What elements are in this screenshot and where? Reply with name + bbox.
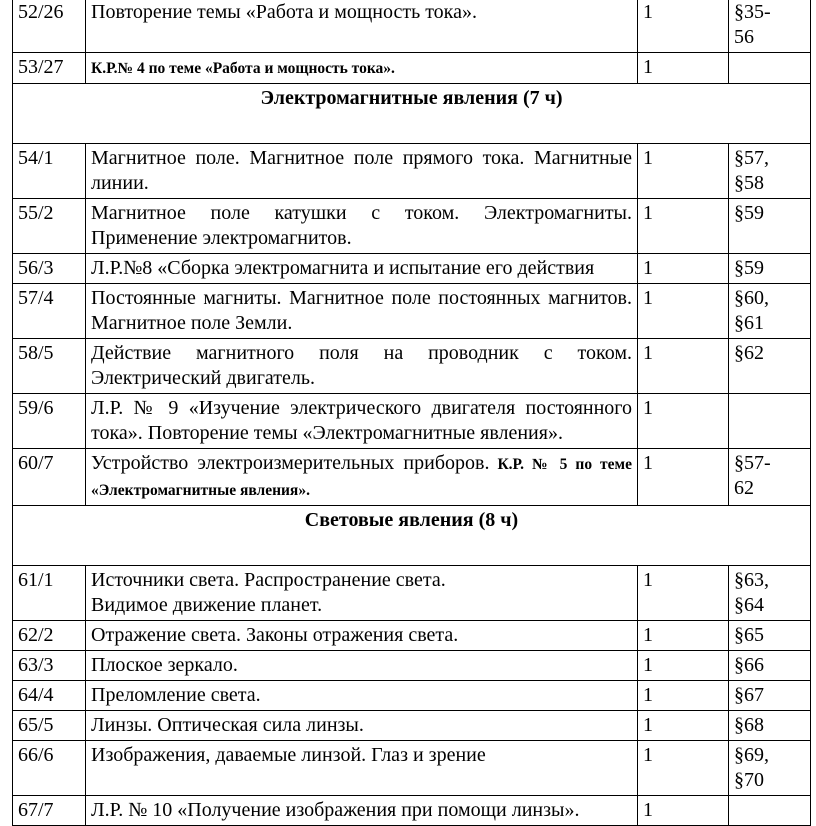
lesson-topic: [86, 0, 638, 53]
lesson-topic-text: Магнитное поле катушки с током. Электромагниты. Применение электромагнитов.: [91, 202, 632, 249]
lesson-number: 55/2: [13, 199, 86, 254]
lesson-topic-text: Плоское зеркало.: [91, 654, 238, 676]
lesson-topic: [86, 566, 638, 621]
lesson-topic: [86, 284, 638, 339]
textbook-paragraphs: [729, 681, 811, 711]
textbook-paragraphs: [729, 566, 811, 621]
paragraph-ref: §69,: [734, 744, 769, 766]
paragraph-ref: §68: [734, 714, 764, 736]
lesson-hours: 1: [638, 651, 729, 681]
lesson-hours: 1: [638, 796, 729, 826]
lesson-topic: [86, 254, 638, 284]
lesson-number: 57/4: [13, 284, 86, 339]
paragraph-ref: §65: [734, 624, 764, 646]
table-row: [13, 339, 811, 394]
lesson-topic: [86, 651, 638, 681]
table-row: [13, 681, 811, 711]
lesson-number: 66/6: [13, 741, 86, 796]
textbook-paragraphs: [729, 651, 811, 681]
paragraph-ref: 56: [734, 26, 754, 48]
lesson-topic-text: Отражение света. Законы отражения света.: [91, 624, 459, 646]
lesson-topic: [86, 711, 638, 741]
paragraph-ref: §35-: [734, 1, 771, 23]
lesson-topic: [86, 741, 638, 796]
table-row: [13, 0, 811, 53]
textbook-paragraphs: [729, 796, 811, 826]
paragraph-ref: §59: [734, 257, 764, 279]
lesson-number: 64/4: [13, 681, 86, 711]
lesson-hours: 1: [638, 711, 729, 741]
lesson-topic: [86, 449, 638, 506]
paragraph-ref: §66: [734, 654, 764, 676]
lesson-number: 52/26: [13, 0, 86, 53]
lesson-topic-text: Л.Р. № 9 «Изучение электрического двигателя постоянного тока». Повторение темы «Электромагнитные явления».: [91, 397, 632, 444]
table-row: [13, 449, 811, 506]
control-work-label: К.Р.№ 4 по теме «Работа и мощность тока».: [91, 60, 395, 77]
lesson-hours: 1: [638, 254, 729, 284]
lesson-topic-text: Повторение темы «Работа и мощность тока».: [91, 1, 477, 23]
lesson-number: 56/3: [13, 254, 86, 284]
lesson-topic-text-line2: Видимое движение планет.: [91, 594, 323, 616]
lesson-hours: 1: [638, 144, 729, 199]
lesson-topic-text: Устройство электроизмерительных приборов.: [91, 452, 490, 474]
lesson-topic: [86, 339, 638, 394]
lesson-topic: [86, 144, 638, 199]
lesson-hours: 1: [638, 621, 729, 651]
table-row: [13, 144, 811, 199]
paragraph-ref: §64: [734, 594, 764, 616]
textbook-paragraphs: [729, 0, 811, 53]
table-row: [13, 651, 811, 681]
control-work-label: К.Р. № 5 по теме «Электромагнитные явления».: [91, 456, 632, 499]
lesson-topic-text: Л.Р. № 10 «Получение изображения при помощи линзы».: [91, 799, 580, 821]
lesson-topic-text: Источники света. Распространение света.: [91, 569, 446, 591]
lesson-hours: 1: [638, 199, 729, 254]
textbook-paragraphs: [729, 741, 811, 796]
table-row: [13, 254, 811, 284]
lesson-hours: 1: [638, 449, 729, 506]
textbook-paragraphs: [729, 254, 811, 284]
textbook-paragraphs: [729, 144, 811, 199]
lesson-hours: 1: [638, 566, 729, 621]
lesson-topic: [86, 681, 638, 711]
lesson-number: 58/5: [13, 339, 86, 394]
lesson-topic-text: Действие магнитного поля на проводник с током. Электрический двигатель.: [91, 342, 632, 389]
lesson-number: 63/3: [13, 651, 86, 681]
paragraph-ref: §67: [734, 684, 764, 706]
paragraph-ref: §63,: [734, 569, 769, 591]
section-title: Световые явления (8 ч): [13, 506, 811, 566]
paragraph-ref: §60,: [734, 287, 769, 309]
table-row: [13, 394, 811, 449]
lesson-topic-text: Преломление света.: [91, 684, 261, 706]
lesson-number: 59/6: [13, 394, 86, 449]
lesson-number: 60/7: [13, 449, 86, 506]
lesson-hours: 1: [638, 681, 729, 711]
paragraph-ref: §57,: [734, 147, 769, 169]
lesson-hours: 1: [638, 0, 729, 53]
lesson-number: 61/1: [13, 566, 86, 621]
lesson-number: 67/7: [13, 796, 86, 826]
section-header-row: [13, 506, 811, 566]
lesson-topic: [86, 394, 638, 449]
textbook-paragraphs: [729, 339, 811, 394]
section-title: Электромагнитные явления (7 ч): [13, 84, 811, 144]
textbook-paragraphs: [729, 621, 811, 651]
textbook-paragraphs: [729, 711, 811, 741]
lesson-topic-text: Изображения, даваемые линзой. Глаз и зрение: [91, 744, 486, 766]
lesson-hours: 1: [638, 741, 729, 796]
lesson-hours: 1: [638, 339, 729, 394]
textbook-paragraphs: [729, 53, 811, 84]
paragraph-ref: §58: [734, 172, 764, 194]
lesson-plan-table: [12, 0, 811, 826]
lesson-topic-text: Л.Р.№8 «Сборка электромагнита и испытание его действия: [91, 257, 595, 279]
lesson-number: 53/27: [13, 53, 86, 84]
table-row: [13, 566, 811, 621]
paragraph-ref: §70: [734, 769, 764, 791]
paragraph-ref: §62: [734, 342, 764, 364]
table-row: [13, 796, 811, 826]
table-row: [13, 711, 811, 741]
textbook-paragraphs: [729, 394, 811, 449]
paragraph-ref: 62: [734, 477, 754, 499]
table-row: [13, 53, 811, 84]
lesson-topic: [86, 621, 638, 651]
lesson-hours: 1: [638, 284, 729, 339]
textbook-paragraphs: [729, 449, 811, 506]
lesson-plan-body: [13, 0, 811, 826]
lesson-hours: 1: [638, 53, 729, 84]
lesson-topic: [86, 53, 638, 84]
lesson-topic-text: Линзы. Оптическая сила линзы.: [91, 714, 364, 736]
paragraph-ref: §61: [734, 312, 764, 334]
table-row: [13, 199, 811, 254]
lesson-hours: 1: [638, 394, 729, 449]
table-row: [13, 284, 811, 339]
textbook-paragraphs: [729, 199, 811, 254]
table-row: [13, 621, 811, 651]
paragraph-ref: §59: [734, 202, 764, 224]
paragraph-ref: §57-: [734, 452, 771, 474]
lesson-topic-text: Магнитное поле. Магнитное поле прямого тока. Магнитные линии.: [91, 147, 632, 194]
lesson-number: 54/1: [13, 144, 86, 199]
textbook-paragraphs: [729, 284, 811, 339]
section-header-row: [13, 84, 811, 144]
lesson-number: 62/2: [13, 621, 86, 651]
lesson-topic: [86, 199, 638, 254]
table-row: [13, 741, 811, 796]
lesson-number: 65/5: [13, 711, 86, 741]
lesson-topic: [86, 796, 638, 826]
lesson-topic-text: Постоянные магниты. Магнитное поле постоянных магнитов. Магнитное поле Земли.: [91, 287, 632, 334]
